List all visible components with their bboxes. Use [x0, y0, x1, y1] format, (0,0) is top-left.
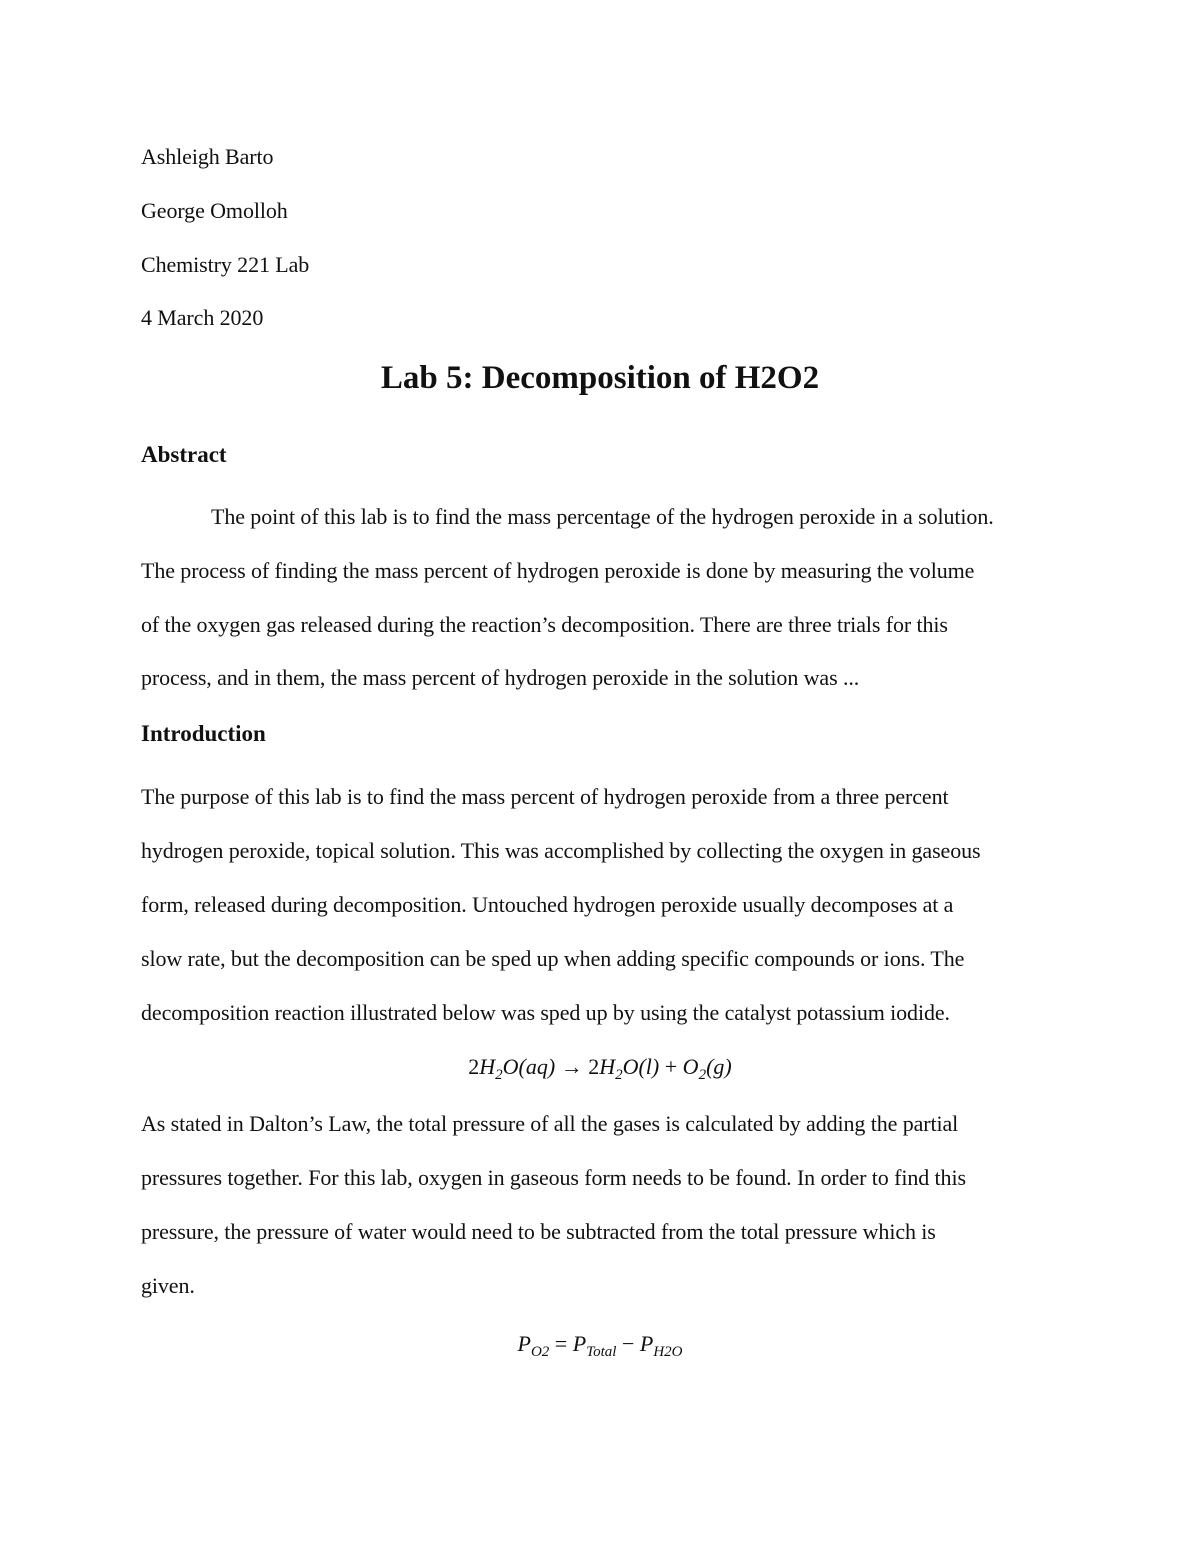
pressure-symbol: P [572, 1331, 587, 1356]
introduction-line: decomposition reaction illustrated below was sped up by using the catalyst potassium iodide. [141, 1000, 950, 1025]
subscript: Total [586, 1344, 617, 1360]
equals-sign: = [554, 1331, 568, 1356]
element-symbol: O [622, 1054, 639, 1079]
abstract-line: of the oxygen gas released during the reaction’s decomposition. There are three trials for this [141, 612, 948, 637]
subscript: H2O [653, 1344, 683, 1360]
introduction-line: form, released during decomposition. Untouched hydrogen peroxide usually decomposes at a [141, 892, 954, 917]
pressure-equation [0, 1329, 1200, 1359]
introduction-line: As stated in Dalton’s Law, the total pressure of all the gases is calculated by adding the partial [141, 1111, 959, 1136]
plus-sign: + [664, 1054, 678, 1079]
document-title: Lab 5: Decomposition of H2O2 [380, 360, 820, 396]
state-label: (aq) [518, 1054, 556, 1079]
element-symbol: H [599, 1054, 616, 1079]
introduction-line: hydrogen peroxide, topical solution. This was accomplished by collecting the oxygen in gaseous [141, 838, 981, 863]
coefficient: 2 [588, 1054, 600, 1079]
subscript: 2 [615, 1067, 623, 1083]
abstract-line: The process of finding the mass percent of hydrogen peroxide is done by measuring the volume [141, 558, 975, 583]
element-symbol: O [682, 1054, 699, 1079]
instructor-name: George Omolloh [141, 198, 288, 223]
element-symbol: H [479, 1054, 496, 1079]
introduction-line: slow rate, but the decomposition can be sped up when adding specific compounds or ions. The [141, 946, 965, 971]
state-label: (l) [638, 1054, 660, 1079]
abstract-heading: Abstract [141, 442, 227, 467]
subscript: O2 [530, 1344, 550, 1360]
state-label: (g) [706, 1054, 732, 1079]
document-date: 4 March 2020 [141, 305, 264, 330]
pressure-symbol: P [639, 1331, 654, 1356]
subscript: 2 [698, 1067, 707, 1083]
decomposition-equation [0, 1052, 1200, 1082]
pressure-symbol: P [517, 1331, 531, 1356]
coefficient: 2 [468, 1054, 480, 1079]
introduction-heading: Introduction [141, 721, 266, 746]
introduction-line: pressure, the pressure of water would need to be subtracted from the total pressure which is [141, 1219, 936, 1244]
introduction-line: The purpose of this lab is to find the mass percent of hydrogen peroxide from a three percent [141, 784, 949, 809]
course-name: Chemistry 221 Lab [141, 252, 310, 277]
abstract-line: The point of this lab is to find the mass percentage of the hydrogen peroxide in a solution. [211, 504, 994, 529]
reaction-arrow: → [560, 1054, 583, 1079]
element-symbol: O [502, 1054, 519, 1079]
subscript: 2 [495, 1067, 503, 1083]
introduction-line: pressures together. For this lab, oxygen in gaseous form needs to be found. In order to find this [141, 1165, 966, 1190]
introduction-line: given. [141, 1273, 195, 1298]
abstract-line: process, and in them, the mass percent of hydrogen peroxide in the solution was ... [141, 665, 860, 690]
minus-sign: − [621, 1331, 635, 1356]
author-name: Ashleigh Barto [141, 144, 274, 169]
